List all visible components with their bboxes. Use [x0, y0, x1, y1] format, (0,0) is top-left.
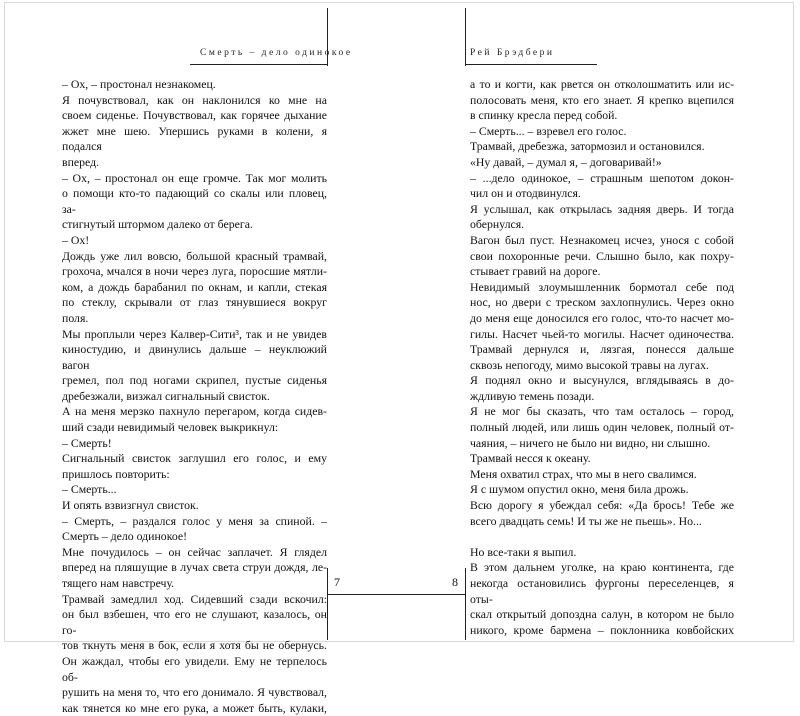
text-line: А на меня мерзко пахнуло перегаром, когда сидев-	[62, 404, 327, 419]
text-line: Я с шумом опустил окно, меня била дрожь.	[470, 482, 689, 497]
text-line: рушить на меня то, что его донимало. Я чувствовал,	[62, 685, 327, 700]
text-line: И опять взвизгнул свисток.	[62, 498, 199, 513]
text-line: – Смерть, – раздался голос у меня за спиной. –	[62, 513, 327, 528]
text-line: – Смерть...	[62, 482, 117, 497]
text-line: ком, а дождь барабанил по окнам, и капли, стекая	[62, 279, 327, 294]
text-line: стывает гравий на дороге.	[470, 264, 601, 279]
text-line: Но все-таки я выпил.	[470, 544, 577, 559]
text-line: Мы проплыли через Калвер-Сити³, так и не увидев	[62, 326, 327, 341]
right-page	[400, 0, 800, 647]
text-line: киностудию, и двинулись дальше – неуклюжий вагон	[62, 342, 327, 372]
text-line: а то и когти, как рвется он отколошматить или ис-	[470, 77, 734, 91]
text-line: – Ох, – простонал он еще громче. Так мог молить	[62, 170, 327, 185]
text-line: Меня охватил страх, что мы в него свалимся.	[470, 466, 697, 481]
text-line: ший сзади невидимый человек выкрикнул:	[62, 420, 279, 435]
right-page-text	[470, 77, 734, 638]
text-line: грохоча, мчался в ночи через луга, поросшие мятли-	[62, 264, 327, 279]
text-line: Трамвай несся к океану.	[470, 451, 591, 466]
text-line: жжет мне шею. Упершись руками в колени, я подался	[62, 123, 327, 154]
text-line: тящего нам навстречу.	[62, 576, 175, 590]
header-rule-horizontal	[465, 64, 597, 65]
footer-rule-horizontal	[400, 594, 466, 595]
text-line: Вагон был пуст. Незнакомец исчез, унося с собой	[470, 232, 734, 247]
text-line: Сигнальный свисток заглушил его голос, и ему	[62, 451, 327, 466]
text-line: своем сиденье. Почувствовал, как горячее дыхание	[62, 108, 327, 123]
text-line: всего двадцать семь! И ты же не пьешь». Но...	[470, 513, 702, 528]
text-line: стигнутый штормом далеко от берега.	[62, 217, 253, 232]
text-line: – Смерть... – взревел его голос.	[470, 123, 627, 138]
text-line: Мне почудилось – он сейчас заплачет. Я глядел	[62, 544, 327, 559]
text-line: Трамвай, дребезжа, затормозил и остановился.	[470, 139, 705, 154]
running-head: Рей Брэдбери	[470, 48, 555, 58]
text-line: Он жаждал, чтобы его увидели. Ему не терпелось об-	[62, 653, 327, 684]
text-line: – Смерть!	[62, 435, 112, 450]
text-line: тов ткнуть меня в бок, если я хотя бы не обернусь.	[62, 638, 327, 653]
text-line: гилы. Насчет чьей-то могилы. Насчет одиночества.	[470, 326, 734, 341]
text-line: свои похоронные речи. Слышно было, как похру-	[470, 248, 734, 263]
page-number: 8	[452, 575, 458, 589]
text-line: никого, кроме бармена – поклонника ковбойских	[470, 622, 734, 637]
text-line: вперед на пляшущие в лучах света струи дождя, ле-	[62, 560, 327, 575]
text-line: Трамвай дернулся и, лязгая, понесся дальше	[470, 342, 734, 357]
text-line: чаяния, – ничего не было ни видно, ни слышно.	[470, 435, 711, 450]
text-line: Я почувствовал, как он наклонился ко мне на	[62, 92, 327, 107]
text-line: полосовать меня, кто его знает. Я крепко вцепился	[470, 92, 734, 107]
text-line: Я услышал, как открылась задняя дверь. И тогда	[470, 201, 734, 216]
page-number: 7	[334, 575, 340, 589]
text-line: Я не мог бы сказать, что там осталось – город,	[470, 404, 734, 419]
text-line: Невидимый злоумышленник бормотал себе под	[470, 279, 734, 294]
text-line: – Ох, – простонал незнакомец.	[62, 77, 216, 91]
text-line: Дождь уже лил вовсю, большой красный трамвай,	[62, 248, 327, 263]
text-line: – ...дело одинокое, – страшным шепотом докон-	[470, 170, 734, 185]
header-rule-vertical	[465, 8, 466, 66]
footer-rule-horizontal	[327, 594, 400, 595]
text-line: скал открытый допоздна салун, в котором не было	[470, 607, 734, 622]
running-head: Смерть – дело одинокое	[200, 48, 353, 58]
text-line: пришлось повторить:	[62, 466, 170, 481]
text-line: ждливую темень позади.	[470, 388, 595, 403]
text-line: обернулся.	[470, 217, 525, 232]
text-line: о помощи кто-то падающий со скалы или пловец, за-	[62, 186, 327, 216]
text-line: вперед.	[62, 154, 100, 169]
text-line: он был взбешен, что его не слушают, казалось, он го-	[62, 607, 327, 637]
text-line: В этом дальнем уголке, на краю континента, где	[470, 560, 734, 575]
left-page-text	[62, 77, 327, 716]
left-page	[0, 0, 400, 715]
text-line: сквозь непогоду, мимо высокой травы на лугах.	[470, 357, 709, 372]
text-line: чил он и отодвинулся.	[470, 186, 581, 201]
text-line: как тянется ко мне его рука, а может быть, кулаки,	[62, 700, 327, 715]
text-line: по стеклу, скрывали от глаз тянувшиеся вокруг поля.	[62, 295, 327, 325]
footer-rule-vertical	[327, 568, 328, 640]
header-rule-horizontal	[190, 64, 328, 65]
text-line: Я поднял окно и высунулся, вглядываясь в до-	[470, 373, 734, 388]
text-line: Всю дорогу я убеждал себя: «Да брось! Тебе же	[470, 498, 734, 513]
text-line: Трамвай замедлил ход. Сидевший сзади вскочил:	[62, 591, 327, 606]
text-line: нос, но двери с треском захлопнулись. Через окно	[470, 295, 734, 310]
text-line: гремел, пол под ногами скрипел, пустые сиденья	[62, 373, 327, 388]
text-line: полный людей, или лишь один человек, полный от-	[470, 420, 734, 435]
text-line: «Ну давай, – думал я, – договаривай!»	[470, 154, 662, 169]
text-line: в спинку кресла перед собой.	[470, 108, 618, 123]
footer-rule-vertical	[465, 568, 466, 640]
text-line: некогда остановились фургоны переселенцев, я оты-	[470, 576, 734, 606]
text-line: Смерть – дело одинокое!	[62, 529, 188, 544]
text-line: до меня еще доносился его голос, что-то насчет мо-	[470, 310, 734, 325]
text-line: дребезжали, визжал сигнальный свисток.	[62, 388, 270, 403]
text-line: – Ох!	[62, 232, 90, 247]
